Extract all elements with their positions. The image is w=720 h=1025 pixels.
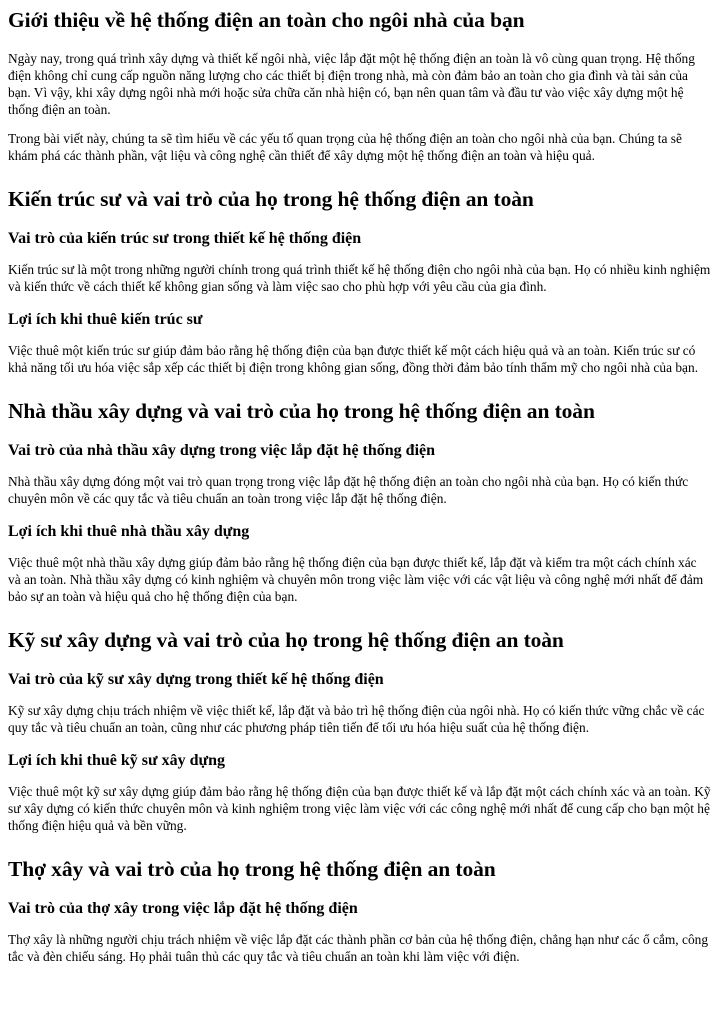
article xyxy=(0,7,720,965)
subsection-heading: Vai trò của kiến trúc sư trong thiết kế hệ thống điện xyxy=(8,230,362,247)
section-architect xyxy=(8,186,712,376)
section-paragraph: Việc thuê một kiến trúc sư giúp đảm bảo rằng hệ thống điện của bạn được thiết kế một cách hiệu quả và an toàn. Kiến trúc sư có khả năng tối ưu hóa việc sắp xếp các thiết bị điện trong không gian sống, đồng thời đảm bảo tính thẩm mỹ cho ngôi nhà của bạn. xyxy=(8,343,699,375)
article-title: Giới thiệu về hệ thống điện an toàn cho ngôi nhà của bạn xyxy=(8,8,525,32)
subsection-heading: Vai trò của kỹ sư xây dựng trong thiết kế hệ thống điện xyxy=(8,671,384,688)
section-heading: Kỹ sư xây dựng và vai trò của họ trong hệ thống điện an toàn xyxy=(8,628,564,652)
intro-paragraph-2: Trong bài viết này, chúng ta sẽ tìm hiểu về các yếu tố quan trọng của hệ thống điện an toàn cho ngôi nhà của bạn. Chúng ta sẽ khám phá các thành phần, vật liệu và công nghệ cần thiết để xây dựng một hệ thống điện an toàn và hiệu quả. xyxy=(8,131,682,163)
section-heading: Thợ xây và vai trò của họ trong hệ thống điện an toàn xyxy=(8,857,496,881)
section-heading: Nhà thầu xây dựng và vai trò của họ trong hệ thống điện an toàn xyxy=(8,399,595,423)
section-paragraph: Kiến trúc sư là một trong những người chính trong quá trình thiết kế hệ thống điện cho ngôi nhà của bạn. Họ có nhiều kinh nghiệm và kiến thức về cách thiết kế không gian sống và làm việc sao cho phù hợp với yêu cầu của gia đình. xyxy=(8,262,711,294)
section-paragraph: Kỹ sư xây dựng chịu trách nhiệm về việc thiết kế, lắp đặt và bảo trì hệ thống điện của ngôi nhà. Họ có kiến thức vững chắc về các quy tắc và tiêu chuẩn an toàn, cũng như các phương pháp tiên tiến để tối ưu hóa hiệu suất của hệ thống điện. xyxy=(8,703,705,735)
subsection-heading: Lợi ích khi thuê kỹ sư xây dựng xyxy=(8,752,226,769)
section-paragraph: Việc thuê một kỹ sư xây dựng giúp đảm bảo rằng hệ thống điện của bạn được thiết kế và lắp đặt một cách chính xác và an toàn. Kỹ sư xây dựng có kiến thức chuyên môn và kinh nghiệm trong việc làm việc với các công nghệ mới nhất để cung cấp cho bạn một hệ thống điện hiệu quả và bền vững. xyxy=(8,784,711,833)
section-engineer xyxy=(8,627,712,834)
section-contractor xyxy=(8,398,712,605)
intro-paragraph-1: Ngày nay, trong quá trình xây dựng và thiết kế ngôi nhà, việc lắp đặt một hệ thống điện an toàn là vô cùng quan trọng. Hệ thống điện không chỉ cung cấp nguồn năng lượng cho các thiết bị điện trong nhà, mà còn đảm bảo an toàn cho gia đình và tài sản của bạn. Vì vậy, khi xây dựng ngôi nhà mới hoặc sửa chữa căn nhà hiện có, bạn nên quan tâm và đầu tư vào việc xây dựng một hệ thống điện an toàn. xyxy=(8,51,695,117)
section-builder xyxy=(8,856,712,965)
subsection-heading: Vai trò của nhà thầu xây dựng trong việc lắp đặt hệ thống điện xyxy=(8,442,436,459)
subsection-heading: Lợi ích khi thuê kiến trúc sư xyxy=(8,311,203,328)
section-heading: Kiến trúc sư và vai trò của họ trong hệ thống điện an toàn xyxy=(8,187,534,211)
section-paragraph: Thợ xây là những người chịu trách nhiệm về việc lắp đặt các thành phần cơ bản của hệ thống điện, chẳng hạn như các ổ cắm, công tắc và đèn chiếu sáng. Họ phải tuân thủ các quy tắc và tiêu chuẩn an toàn khi làm việc với điện. xyxy=(8,932,709,964)
subsection-heading: Vai trò của thợ xây trong việc lắp đặt hệ thống điện xyxy=(8,900,358,917)
subsection-heading: Lợi ích khi thuê nhà thầu xây dựng xyxy=(8,523,250,540)
section-paragraph: Việc thuê một nhà thầu xây dựng giúp đảm bảo rằng hệ thống điện của bạn được thiết kế, lắp đặt và kiểm tra một cách chính xác và an toàn. Nhà thầu xây dựng có kinh nghiệm và chuyên môn trong việc làm việc với các vật liệu và công nghệ mới nhất để đảm bảo sự an toàn và hiệu quả cho hệ thống điện của bạn. xyxy=(8,555,704,604)
section-paragraph: Nhà thầu xây dựng đóng một vai trò quan trọng trong việc lắp đặt hệ thống điện an toàn cho ngôi nhà của bạn. Họ có kiến thức chuyên môn về các quy tắc và tiêu chuẩn an toàn trong việc lắp đặt hệ thống điện. xyxy=(8,474,689,506)
